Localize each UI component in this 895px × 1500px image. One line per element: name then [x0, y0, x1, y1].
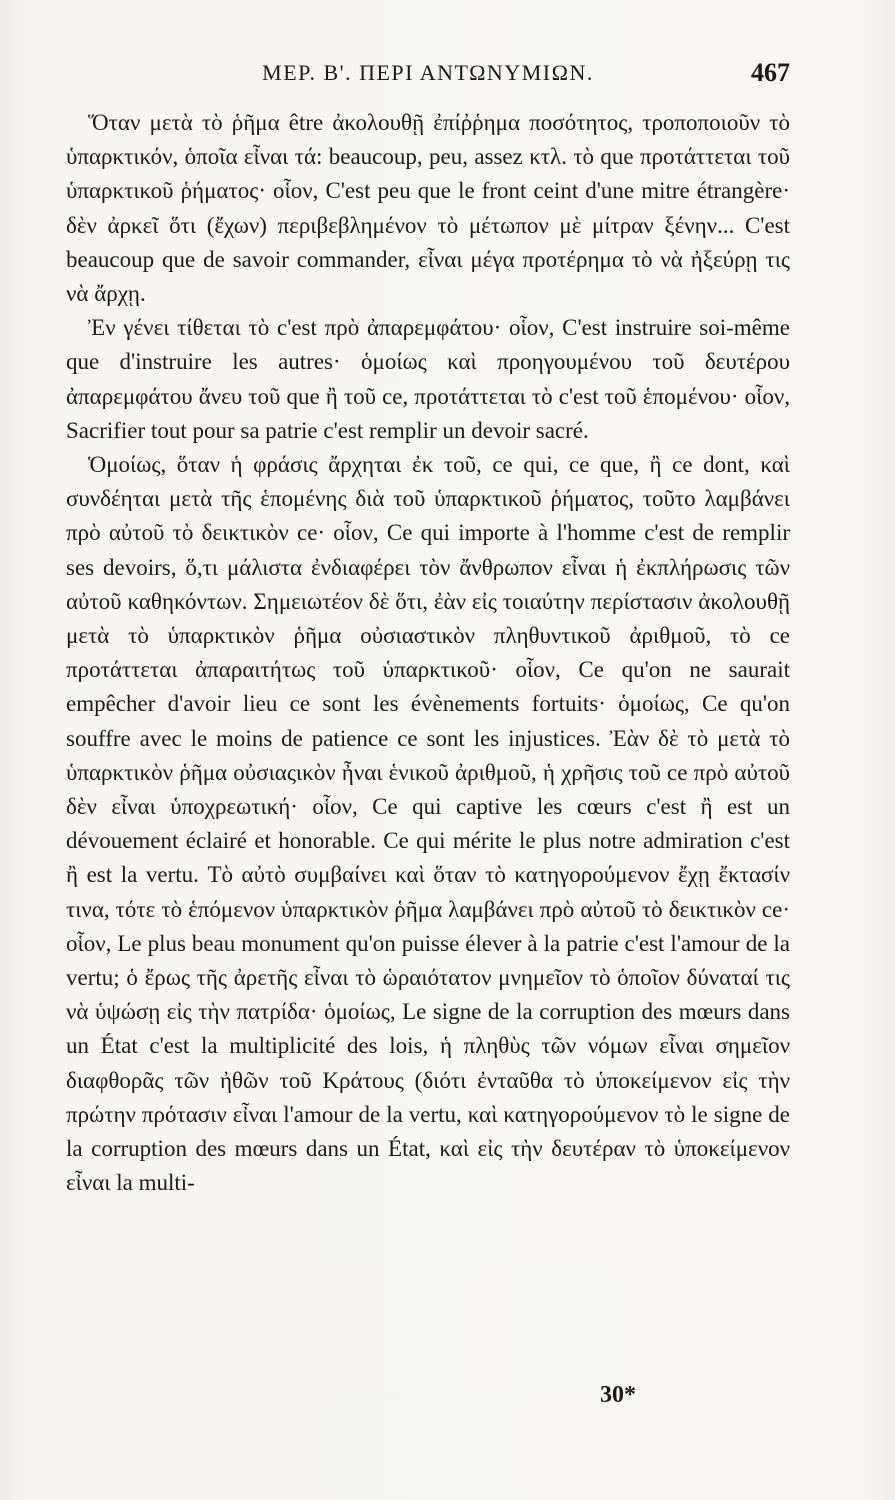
running-title: ΜΕΡ. Β'. ΠΕΡΙ ΑΝΤΩΝΥΜΙΩΝ.: [262, 60, 594, 85]
paragraph: Ὁμοίως, ὅταν ἡ φράσις ἄρχηται ἐκ τοῦ, ce qui, ce que, ἢ ce dont, καὶ συνδέηται μετὰ τῆς ἑπομένης διὰ τοῦ ὑπαρκτικοῦ ῥήματος, τοῦτο λαμβάνει πρὸ αὐτοῦ τὸ δεικτικὸν ce· οἷον, Ce qui importe à l'homme c'est de remplir ses devoirs, ὅ,τι μάλιστα ἐνδιαφέρει τὸν ἄνθρωπον εἶναι ἡ ἐκπλήρωσις τῶν αὐτοῦ καθηκόντων. Σημειωτέον δὲ ὅτι, ἐὰν εἰς τοιαύτην περίστασιν ἀκολουθῇ μετὰ τὸ ὑπαρκτικὸν ῥῆμα οὐσιαστικὸν πληθυντικοῦ ἀριθμοῦ, τὸ ce προτάττεται ἀπαραιτήτως τοῦ ὑπαρκτικοῦ· οἷον, Ce qu'on ne saurait empêcher d'avoir lieu ce sont les évènements fortuits· ὁμοίως, Ce qu'on souffre avec le moins de patience ce sont les injustices. Ἐὰν δὲ τὸ μετὰ τὸ ὑπαρκτικὸν ῥῆμα οὐσιαςικὸν ἦναι ἑνικοῦ ἀριθμοῦ, ἡ χρῆσις τοῦ ce πρὸ αὐτοῦ δὲν εἶναι ὑποχρεωτική· οἷον, Ce qui captive les cœurs c'est ἢ est un dévouement éclairé et honorable. Ce qui mérite le plus notre admiration c'est ἢ est la vertu. Τὸ αὐτὸ συμβαίνει καὶ ὅταν τὸ κατηγορούμενον ἔχῃ ἔκτασίν τινα, τότε τὸ ἑπόμενον ὑπαρκτικὸν ῥῆμα λαμβάνει πρὸ αὐτοῦ τὸ δεικτικὸν ce· οἷον, Le plus beau monument qu'on puisse élever à la patrie c'est l'amour de la vertu; ὁ ἔρως τῆς ἀρετῆς εἶναι τὸ ὡραιότατον μνημεῖον τὸ ὁποῖον δύναταί τις νὰ ὑψώσῃ εἰς τὴν πατρίδα· ὁμοίως, Le signe de la corruption des mœurs dans un État c'est la multiplicité des lois, ἡ πληθὺς τῶν νόμων εἶναι σημεῖον διαφθορᾶς τῶν ἠθῶν τοῦ Κράτους (διότι ἐνταῦθα τὸ ὑποκείμενον εἰς τὴν πρώτην πρότασιν εἶναι l'amour de la vertu, καὶ κατηγορούμενον τὸ le signe de la corruption des mœurs dans un État, καὶ εἰς τὴν δευτέραν τὸ ὑποκείμενον εἶναι la multi-: [66, 452, 790, 1196]
signature-mark: 30*: [600, 1382, 636, 1408]
page-header: [66, 60, 790, 90]
paragraph: Ἐν γένει τίθεται τὸ c'est πρὸ ἀπαρεμφάτου· οἷον, C'est instruire soi-même que d'instruire les autres· ὁμοίως καὶ προηγουμένου τοῦ δευτέρου ἀπαρεμφάτου ἄνευ τοῦ que ἢ τοῦ ce, προτάττεται τὸ c'est τοῦ ἑπομένου· οἷον, Sacrifier tout pour sa patrie c'est remplir un devoir sacré.: [66, 315, 790, 443]
paragraph: Ὅταν μετὰ τὸ ῥῆμα être ἀκολουθῇ ἐπίῤῥημα ποσότητος, τροποποιοῦν τὸ ὑπαρκτικόν, ὁποῖα εἶναι τά: beaucoup, peu, assez κτλ. τὸ que προτάττεται τοῦ ὑπαρκτικοῦ ῥήματος· οἷον, C'est peu que le front ceint d'une mitre étrangère· δὲν ἀρκεῖ ὅτι (ἔχων) περιβεβλημένον τὸ μέτωπον μὲ μίτραν ξένην... C'est beaucoup que de savoir commander, εἶναι μέγα προτέρημα τὸ νὰ ἠξεύρῃ τις νὰ ἄρχῃ.: [66, 110, 790, 307]
body-text: [66, 106, 790, 1201]
page-number: 467: [751, 58, 790, 87]
